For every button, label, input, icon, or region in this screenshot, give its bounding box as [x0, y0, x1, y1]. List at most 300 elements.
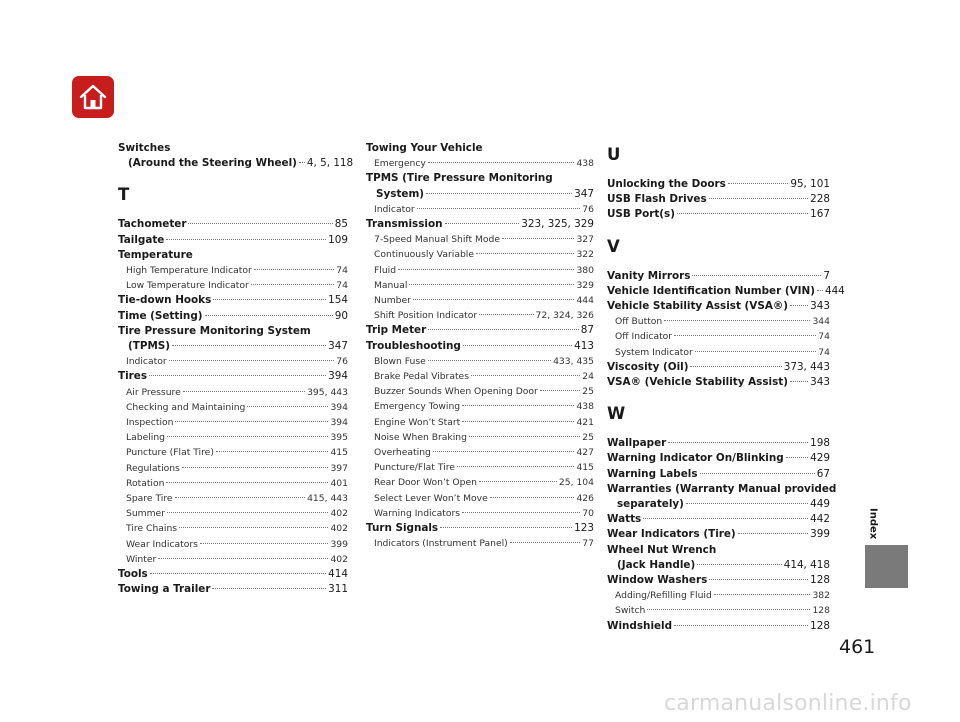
index-entry[interactable] [607, 619, 830, 634]
entry-term: Vanity Mirrors [607, 269, 691, 282]
entry-term: Indicators (Instrument Panel) [374, 538, 508, 550]
page-reference[interactable]: 322 [576, 249, 594, 261]
page-reference[interactable]: 311 [328, 583, 348, 596]
index-subentry[interactable] [118, 445, 348, 460]
index-subentry[interactable] [366, 247, 594, 262]
entry-term: Overheating [374, 447, 431, 459]
page-reference[interactable]: 347 [328, 340, 348, 353]
page-reference[interactable]: 109 [328, 233, 348, 246]
index-subentry[interactable] [366, 384, 594, 399]
index-subentry[interactable] [366, 156, 594, 171]
index-entry[interactable] [366, 187, 594, 202]
index-subentry[interactable] [366, 415, 594, 430]
page-reference[interactable]: 421 [576, 416, 594, 428]
entry-term: Turn Signals [366, 522, 439, 535]
leader-dots [479, 481, 557, 482]
entry-term: Watts [607, 513, 642, 526]
page-reference[interactable]: 25, 104 [558, 477, 594, 489]
letter-heading: U [607, 145, 621, 164]
index-subentry[interactable] [118, 385, 348, 400]
leader-dots [738, 533, 808, 534]
index-subentry[interactable] [366, 369, 594, 384]
index-subentry[interactable] [118, 400, 348, 415]
entry-term: Checking and Maintaining [126, 401, 246, 413]
section-label: Index [867, 508, 879, 540]
leader-dots [692, 275, 821, 276]
index-entry[interactable] [607, 375, 830, 390]
index-subentry[interactable] [366, 263, 594, 278]
index-entry[interactable] [118, 293, 348, 308]
index-entry[interactable] [607, 177, 830, 192]
leader-dots [150, 573, 326, 574]
page-reference[interactable]: 433, 435 [553, 355, 594, 367]
entry-term: Off Indicator [615, 331, 673, 343]
page-reference[interactable]: 74 [818, 346, 830, 358]
leader-dots [677, 213, 808, 214]
index-entry[interactable] [607, 436, 830, 451]
page-reference[interactable]: 25 [582, 431, 594, 443]
page-reference[interactable]: 343 [810, 376, 830, 389]
leader-dots [417, 208, 581, 209]
leader-dots [409, 284, 574, 285]
leader-dots [709, 198, 809, 199]
entry-term: Warning Labels [607, 467, 698, 480]
entry-term: Unlocking the Doors [607, 178, 726, 190]
entry-term: Tie-down Hooks [118, 294, 212, 307]
index-subentry[interactable] [366, 232, 594, 247]
page-reference[interactable]: 25 [582, 386, 594, 398]
entry-term: Windshield [607, 619, 673, 632]
index-entry [607, 543, 830, 558]
page-reference[interactable]: 394 [330, 417, 348, 429]
index-entry[interactable] [607, 360, 830, 375]
entry-term: Emergency [374, 158, 426, 170]
page-reference[interactable]: 74 [336, 280, 348, 292]
page-reference[interactable]: 426 [576, 492, 594, 504]
entry-term: Vehicle Identification Number (VIN) [607, 284, 815, 297]
entry-term: Labeling [126, 432, 165, 444]
entry-term: Rear Door Won’t Open [374, 477, 477, 489]
page-reference[interactable]: 438 [576, 158, 594, 170]
index-entry[interactable] [118, 339, 348, 354]
page-reference[interactable]: 323, 325, 329 [521, 218, 594, 231]
index-section-tab[interactable] [865, 545, 908, 588]
entry-term: Vehicle Stability Assist (VSA®) [607, 300, 789, 313]
leader-dots [471, 375, 580, 376]
index-subentry[interactable] [118, 278, 348, 293]
page-reference[interactable]: 329 [576, 279, 594, 291]
entry-term: Fluid [374, 264, 397, 276]
leader-dots [445, 223, 520, 224]
page-reference[interactable]: 85 [334, 218, 348, 231]
index-entry [118, 324, 348, 339]
leader-dots [668, 442, 808, 443]
page-reference[interactable]: 167 [810, 208, 830, 221]
page-reference[interactable]: 444 [824, 284, 845, 297]
page-reference[interactable]: 90 [334, 309, 348, 322]
entry-term: Window Washers [607, 574, 708, 587]
entry-term: Wallpaper [607, 437, 667, 450]
entry-term: Shift Position Indicator [374, 310, 478, 322]
index-entry [607, 482, 837, 497]
index-entry[interactable] [118, 156, 354, 171]
entry-term: High Temperature Indicator [126, 265, 252, 277]
page-reference[interactable]: 415 [330, 447, 348, 459]
entry-term: Troubleshooting [366, 339, 461, 352]
entry-term: USB Port(s) [607, 208, 675, 221]
leader-dots [490, 497, 575, 498]
entry-term: Manual [374, 279, 408, 291]
page-reference[interactable]: 401 [330, 477, 348, 489]
leader-dots [786, 457, 808, 458]
page-reference[interactable]: 399 [330, 538, 348, 550]
page-reference[interactable]: 414 [328, 568, 348, 581]
page-reference[interactable]: 76 [582, 203, 594, 215]
leader-dots [469, 436, 580, 437]
index-entry[interactable] [118, 369, 348, 384]
page-reference[interactable]: 128 [810, 619, 830, 632]
index-entry[interactable] [607, 573, 830, 588]
page-reference[interactable]: 70 [582, 507, 594, 519]
index-subentry[interactable] [118, 552, 348, 567]
entry-term: Blown Fuse [374, 355, 426, 367]
page-reference[interactable]: 414, 418 [783, 558, 830, 571]
entry-term: Brake Pedal Vibrates [374, 371, 469, 383]
entry-term: separately) [617, 498, 684, 511]
page-reference[interactable]: 74 [818, 331, 830, 343]
entry-term: Trip Meter [366, 324, 427, 337]
page-reference[interactable]: 449 [810, 498, 830, 511]
index-entry[interactable] [118, 567, 348, 582]
page-reference[interactable]: 24 [582, 371, 594, 383]
leader-dots [714, 594, 811, 595]
entry-term: Tools [118, 568, 148, 581]
leader-dots [167, 512, 328, 513]
entry-term: Warning Indicator On/Blinking [607, 452, 784, 465]
page-reference[interactable]: 427 [576, 447, 594, 459]
index-subentry[interactable] [366, 460, 594, 475]
page-reference[interactable]: 72, 324, 326 [535, 310, 594, 322]
page-reference[interactable]: 429 [810, 452, 830, 465]
index-subentry[interactable] [118, 263, 348, 278]
index-entry[interactable] [118, 233, 348, 248]
index-subentry[interactable] [607, 329, 830, 344]
index-subentry[interactable] [607, 588, 830, 603]
entry-term: VSA® (Vehicle Stability Assist) [607, 376, 789, 389]
index-subentry[interactable] [366, 491, 594, 506]
home-button[interactable] [72, 76, 114, 118]
page-reference[interactable]: 402 [330, 553, 348, 565]
page-reference[interactable]: 67 [816, 467, 830, 480]
entry-term: Wear Indicators [126, 538, 198, 550]
page-reference[interactable]: 373, 443 [783, 360, 830, 373]
index-column-3 [607, 141, 845, 634]
leader-dots [686, 503, 808, 504]
entry-term: Temperature [118, 248, 193, 261]
leader-dots [463, 345, 572, 346]
entry-term: Puncture/Flat Tire [374, 462, 455, 474]
page-reference[interactable]: 415, 443 [307, 493, 348, 505]
leader-dots [169, 360, 335, 361]
page-reference[interactable]: 444 [576, 295, 594, 307]
leader-dots [697, 564, 782, 565]
index-entry[interactable] [607, 192, 830, 207]
leader-dots [426, 193, 572, 194]
index-entry[interactable] [607, 207, 830, 222]
leader-dots [790, 305, 808, 306]
index-subentry[interactable] [118, 430, 348, 445]
page-reference[interactable]: 442 [810, 513, 830, 526]
index-subentry[interactable] [118, 415, 348, 430]
entry-term: Tire Pressure Monitoring System [118, 324, 311, 337]
leader-dots [462, 405, 574, 406]
leader-dots [428, 329, 579, 330]
entry-term: Warranties (Warranty Manual provided [607, 482, 837, 495]
page-reference[interactable]: 382 [812, 590, 830, 602]
leader-dots [247, 406, 328, 407]
page-reference[interactable]: 413 [574, 339, 594, 352]
entry-term: Select Lever Won’t Move [374, 492, 488, 504]
index-entry[interactable] [118, 217, 348, 232]
page-reference[interactable]: 438 [576, 401, 594, 413]
index-subentry[interactable] [366, 430, 594, 445]
page-reference[interactable]: 395 [330, 432, 348, 444]
index-entry[interactable] [366, 339, 594, 354]
leader-dots [299, 162, 305, 163]
leader-dots [216, 451, 329, 452]
index-entry[interactable] [607, 269, 830, 284]
index-entry[interactable] [366, 217, 594, 232]
index-entry[interactable] [607, 558, 830, 573]
leader-dots [166, 482, 328, 483]
spacer [607, 390, 830, 400]
index-subentry[interactable] [607, 314, 830, 329]
entry-term: Tires [118, 370, 148, 383]
index-subentry[interactable] [118, 537, 348, 552]
entry-term: Transmission [366, 218, 443, 231]
page-reference[interactable]: 415 [576, 462, 594, 474]
leader-dots [428, 360, 551, 361]
page-reference[interactable]: 402 [330, 508, 348, 520]
leader-dots [674, 335, 816, 336]
page-reference[interactable]: 7 [823, 269, 830, 282]
leader-dots [790, 381, 808, 382]
page-reference[interactable]: 4, 5, 118 [306, 157, 354, 170]
index-entry[interactable] [607, 284, 845, 299]
entry-term: (TPMS) [128, 340, 171, 353]
leader-dots [479, 314, 533, 315]
entry-term: Off Button [615, 316, 663, 328]
entry-term: Viscosity (Oil) [607, 360, 689, 373]
entry-term: Buzzer Sounds When Opening Door [374, 386, 538, 398]
entry-term: Engine Won’t Start [374, 416, 461, 428]
entry-term: Towing Your Vehicle [366, 142, 483, 154]
page-reference[interactable]: 228 [810, 193, 830, 206]
leader-dots [213, 299, 326, 300]
leader-dots [709, 579, 808, 580]
leader-dots [149, 375, 326, 376]
page-reference[interactable]: 344 [812, 316, 830, 328]
index-entry [118, 248, 348, 263]
entry-term: Regulations [126, 462, 180, 474]
index-entry[interactable] [118, 309, 348, 324]
index-subentry[interactable] [607, 345, 830, 360]
leader-dots [175, 421, 328, 422]
index-subentry[interactable] [366, 293, 594, 308]
page-reference[interactable]: 402 [330, 523, 348, 535]
leader-dots [664, 320, 810, 321]
leader-dots [540, 390, 580, 391]
index-entry[interactable] [607, 467, 830, 482]
page-reference[interactable]: 128 [810, 574, 830, 587]
leader-dots [428, 162, 575, 163]
entry-term: (Around the Steering Wheel) [128, 157, 297, 170]
page-reference[interactable]: 95, 101 [790, 178, 830, 190]
page-reference[interactable]: 327 [576, 234, 594, 246]
watermark: carmanualsonline.info [664, 691, 912, 716]
page-reference[interactable]: 77 [582, 538, 594, 550]
index-subentry[interactable] [366, 354, 594, 369]
page-reference[interactable]: 128 [812, 605, 830, 617]
index-subentry[interactable] [118, 354, 348, 369]
index-entry [366, 141, 594, 156]
leader-dots [643, 518, 808, 519]
page-reference[interactable]: 123 [574, 522, 594, 535]
leader-dots [502, 238, 574, 239]
page-reference[interactable]: 154 [328, 294, 348, 307]
page-reference[interactable]: 394 [330, 401, 348, 413]
entry-term: Tachometer [118, 218, 187, 231]
index-subentry[interactable] [366, 399, 594, 414]
entry-term: Noise When Braking [374, 431, 467, 443]
leader-dots [254, 269, 335, 270]
leader-dots [476, 253, 574, 254]
index-subentry[interactable] [366, 506, 594, 521]
page-reference[interactable]: 399 [810, 528, 830, 541]
entry-term: Wear Indicators (Tire) [607, 528, 736, 541]
entry-term: System Indicator [615, 346, 693, 358]
page-reference[interactable]: 74 [336, 265, 348, 277]
entry-term: Towing a Trailer [118, 583, 211, 596]
page-reference[interactable]: 76 [336, 356, 348, 368]
page-reference[interactable]: 397 [330, 462, 348, 474]
page-reference[interactable]: 343 [810, 300, 830, 313]
letter-heading: W [607, 404, 626, 424]
entry-term: Summer [126, 508, 165, 520]
entry-term: Rotation [126, 477, 165, 489]
index-entry[interactable] [607, 527, 830, 542]
entry-term: Winter [126, 553, 157, 565]
index-entry [118, 141, 348, 156]
leader-dots [817, 290, 823, 291]
entry-term: Spare Tire [126, 493, 173, 505]
entry-term: Adding/Refilling Fluid [615, 590, 712, 602]
leader-dots [398, 269, 574, 270]
entry-term: Time (Setting) [118, 309, 203, 322]
entry-term: System) [376, 187, 425, 200]
leader-dots [205, 315, 333, 316]
index-entry[interactable] [607, 299, 830, 314]
page-reference[interactable]: 395, 443 [307, 386, 348, 398]
index-entry [366, 171, 594, 186]
index-subentry[interactable] [366, 278, 594, 293]
entry-term: (Jack Handle) [617, 558, 696, 571]
leader-dots [695, 351, 817, 352]
page-reference[interactable]: 198 [810, 437, 830, 450]
index-entry[interactable] [366, 521, 594, 536]
index-subentry[interactable] [118, 491, 348, 506]
entry-term: TPMS (Tire Pressure Monitoring [366, 172, 553, 185]
page-reference[interactable]: 347 [574, 187, 594, 200]
leader-dots [413, 299, 575, 300]
entry-term: 7-Speed Manual Shift Mode [374, 234, 501, 246]
entry-term: Wheel Nut Wrench [607, 543, 717, 556]
entry-term: Number [374, 295, 411, 307]
page-reference[interactable]: 394 [328, 370, 348, 383]
leader-dots [166, 239, 326, 240]
index-subentry[interactable] [366, 445, 594, 460]
letter-heading: T [118, 185, 130, 205]
spacer [607, 223, 830, 233]
entry-term: Low Temperature Indicator [126, 280, 249, 292]
index-entry[interactable] [607, 451, 830, 466]
entry-term: Puncture (Flat Tire) [126, 447, 214, 459]
page-reference[interactable]: 380 [576, 264, 594, 276]
entry-term: USB Flash Drives [607, 193, 707, 206]
leader-dots [175, 497, 306, 498]
leader-dots [183, 391, 305, 392]
spacer [118, 171, 348, 181]
entry-term: Indicator [374, 203, 415, 215]
entry-term: Continuously Variable [374, 249, 474, 261]
index-subentry[interactable] [366, 536, 594, 551]
entry-term: Switch [615, 605, 646, 617]
entry-term: Tailgate [118, 233, 165, 246]
index-entry[interactable] [607, 512, 830, 527]
index-subentry[interactable] [366, 475, 594, 490]
leader-dots [647, 609, 810, 610]
leader-dots [433, 451, 575, 452]
index-subentry[interactable] [607, 603, 830, 618]
index-subentry[interactable] [118, 506, 348, 521]
index-entry[interactable] [366, 323, 594, 338]
leader-dots [167, 436, 328, 437]
leader-dots [690, 366, 781, 367]
leader-dots [462, 512, 580, 513]
index-subentry[interactable] [366, 202, 594, 217]
index-subentry[interactable] [118, 521, 348, 536]
leader-dots [510, 542, 581, 543]
letter-heading: V [607, 236, 620, 256]
leader-dots [462, 421, 574, 422]
page-number: 461 [839, 636, 876, 658]
index-subentry[interactable] [118, 476, 348, 491]
leader-dots [172, 345, 326, 346]
index-entry[interactable] [607, 497, 830, 512]
leader-dots [457, 466, 575, 467]
index-column-1 [118, 141, 354, 597]
leader-dots [188, 223, 332, 224]
page-reference[interactable]: 87 [580, 324, 594, 337]
index-subentry[interactable] [366, 308, 594, 323]
index-entry[interactable] [118, 582, 348, 597]
entry-term: Tire Chains [126, 523, 178, 535]
index-subentry[interactable] [118, 461, 348, 476]
leader-dots [674, 625, 808, 626]
leader-dots [700, 473, 815, 474]
leader-dots [251, 284, 335, 285]
leader-dots [728, 183, 788, 184]
